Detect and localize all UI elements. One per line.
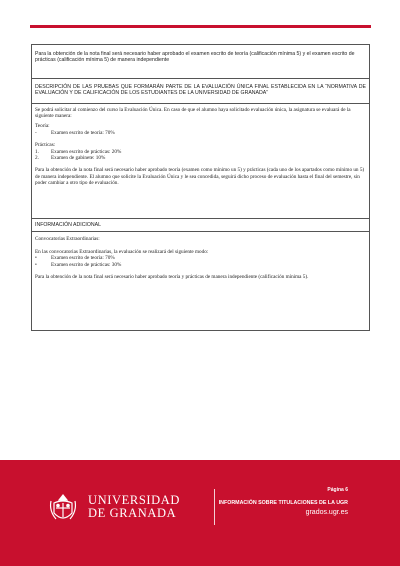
final-grade-note: Para la obtención de la nota final será necesario haber aprobado el examen escrito de teoría (calificación mínima 5) y el examen escrito de prácticas (calificación mínima 5) de manera independiente (35, 51, 355, 64)
table-row (32, 219, 369, 232)
table-row (32, 232, 369, 288)
page-number: Página 6 (327, 487, 348, 493)
practicas-label: Prácticas: (35, 142, 56, 149)
footer-info-title: INFORMACIÓN SOBRE TITULACIONES DE LA UGR (218, 500, 348, 506)
footer-divider (214, 489, 215, 525)
closing-paragraph: Para la obtención de la nota final será necesario haber aprobado teoría (examen como mínimo un 5) y prácticas (cada uno de los apartados como mínimo un 5) de manera independiente. El alumno que solicite la Evaluación Única y le sea concedida, seguirá dicho proceso de evaluación hasta el final del semestre, sin poder cambiar a otro tipo de evaluación. (35, 167, 365, 187)
teoria-label: Teoría: (35, 123, 50, 130)
list-item: • Examen escrito de prácticas: 30% (35, 261, 122, 268)
ugr-seal-icon (48, 491, 78, 527)
list-item: 2. Examen de gabinete: 10% (35, 154, 106, 161)
university-name: UNIVERSIDAD DE GRANADA (88, 493, 181, 520)
closing-paragraph: Para la obtención de la nota final será necesario haber aprobado teoría y prácticas de manera independiente (calificación mínima 5). (35, 274, 309, 281)
paragraph: En las convocatorias Extraordinarias, la evaluación se realizará del siguiente modo: (35, 248, 209, 255)
evaluation-table (31, 44, 370, 331)
section-heading: INFORMACIÓN ADICIONAL (35, 222, 102, 228)
table-row (32, 104, 369, 219)
section-heading: DESCRIPCIÓN DE LAS PRUEBAS QUE FORMARÁN PARTE DE LA EVALUACIÓN ÚNICA FINAL ESTABLECIDA EN LA “NORMATIVA DE EVALUACIÓN Y DE CALIFICACIÓN DE LOS ESTUDIANTES DE LA UNIVERSIDAD DE GRANADA” (35, 84, 366, 97)
paragraph: Convocatorias Extraordinarias: (35, 236, 100, 242)
list-item: 1. Examen escrito de prácticas: 20% (35, 148, 122, 155)
list-item: • Examen escrito de teoría: 70% (35, 255, 115, 262)
footer-site-link[interactable]: grados.ugr.es (305, 509, 348, 516)
intro-paragraph: Se podrá solicitar al comienzo del curso la Evaluación Única. En caso de que el alumno haya solicitado evaluación única, la asignatura se evaluará de la siguiente manera: (35, 107, 351, 120)
header-rule (30, 25, 371, 28)
table-row (32, 45, 369, 79)
list-item: - Examen escrito de teoría: 70% (35, 129, 115, 136)
table-row (32, 79, 369, 104)
